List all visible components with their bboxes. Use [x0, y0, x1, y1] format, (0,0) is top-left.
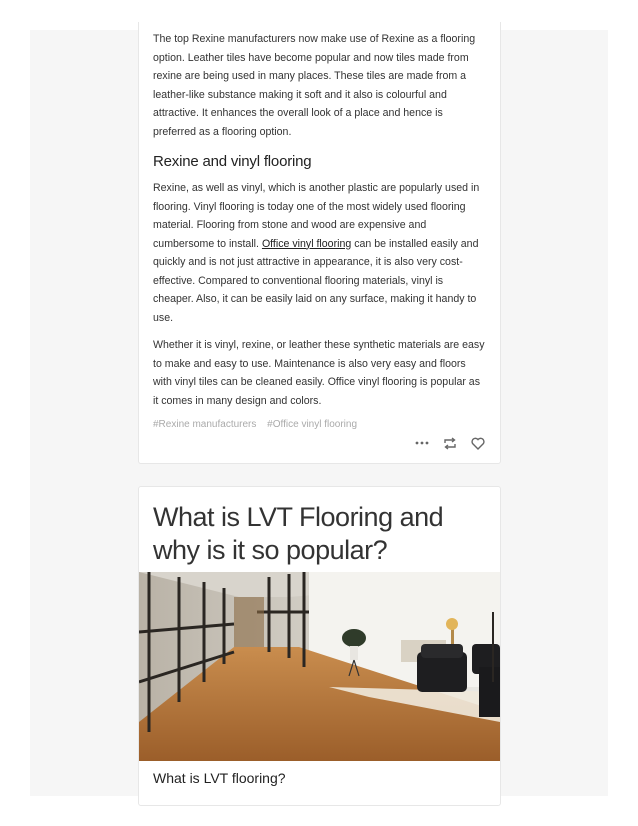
tag-office-vinyl-flooring[interactable]: #Office vinyl flooring	[267, 419, 358, 430]
paragraph-synthetic: Whether it is vinyl, rexine, or leather these synthetic materials are easy to make and easy to use. Maintenance is also very easy and floors with vinyl tiles can be cleaned easily. Office vinyl flooring is popular as it comes in many design and colors.	[153, 339, 485, 407]
post-card-rexine	[138, 22, 501, 464]
tag-rexine-manufacturers[interactable]: #Rexine manufacturers	[153, 419, 257, 430]
paragraph-text: Rexine, as well as vinyl, which is another plastic are popularly used in flooring. Vinyl flooring is today one of the most widely used flooring material. Flooring from stone and wood are expensive and cumbersome to install.	[153, 182, 480, 250]
intro-paragraph: The top Rexine manufacturers now make use of Rexine as a flooring option. Leather tiles have become popular and now tiles made from rexine are being used in many places. These tiles are made from a leather-like substance making it soft and it also is colourful and attractive. It enhances the overall look of a place and hence is preferred as a flooring option.	[153, 33, 476, 138]
office-vinyl-flooring-link[interactable]: Office vinyl flooring	[261, 237, 352, 250]
section-heading-lvt: What is LVT flooring?	[153, 770, 286, 786]
post-card-lvt	[138, 486, 501, 806]
more-dots-icon[interactable]	[414, 435, 430, 451]
reblog-icon[interactable]	[442, 435, 458, 451]
subheading-rexine-vinyl: Rexine and vinyl flooring	[153, 153, 312, 170]
office-corridor-photo	[139, 572, 500, 761]
heart-icon[interactable]	[470, 435, 486, 451]
post-body	[139, 30, 500, 430]
paragraph-vinyl	[153, 179, 486, 327]
tag-list	[153, 419, 486, 430]
hero-image	[139, 572, 500, 761]
post-title[interactable]: What is LVT Flooring and why is it so popular?	[153, 502, 444, 565]
post-actions	[414, 435, 486, 451]
paragraph-text: can be installed easily and quickly and is not just attractive in appearance, it is also very cost-effective. Compared to conventional flooring materials, vinyl is cheaper. Also, it can be easily laid on any surface, making it handy to use.	[153, 237, 479, 324]
